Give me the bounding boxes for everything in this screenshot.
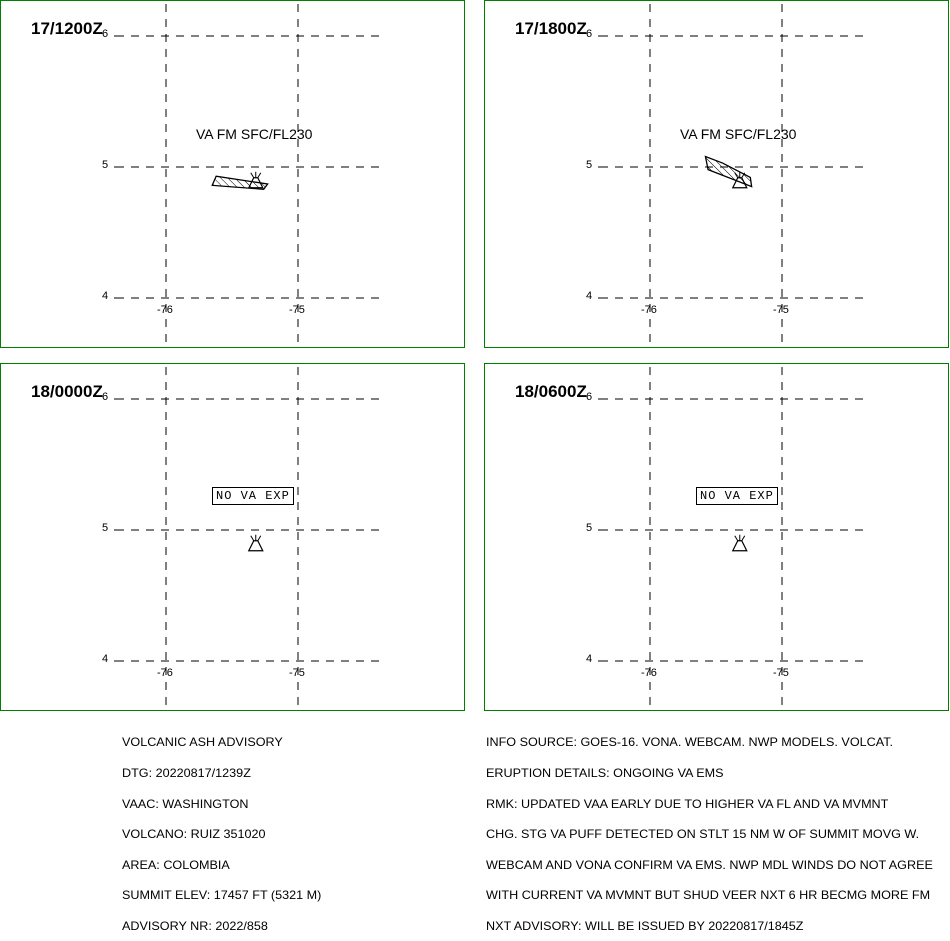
advisory-line: VAAC: WASHINGTON xyxy=(122,796,249,811)
y-tick-label: 6 xyxy=(586,28,593,40)
map-canvas xyxy=(1,1,466,349)
map-canvas xyxy=(1,364,466,712)
panel-title: 17/1200Z xyxy=(31,19,103,38)
advisory-left-text xyxy=(122,717,321,941)
advisory-line: ERUPTION DETAILS: ONGOING VA EMS xyxy=(486,766,724,780)
y-tick-label: 5 xyxy=(102,522,109,534)
no-va-expected-label: NO VA EXP xyxy=(212,487,294,505)
ash-cloud-polygon xyxy=(705,157,751,187)
no-va-expected-label: NO VA EXP xyxy=(696,487,778,505)
x-tick-label: -76 xyxy=(157,667,173,679)
panel-title: 17/1800Z xyxy=(515,19,587,38)
advisory-line: NXT ADVISORY: WILL BE ISSUED BY 20220817/1845Z xyxy=(486,918,804,933)
y-tick-label: 5 xyxy=(586,522,593,534)
advisory-line: WEBCAM AND VONA CONFIRM VA EMS. NWP MDL WINDS DO NOT AGREE xyxy=(486,857,933,872)
x-tick-label: -76 xyxy=(641,304,657,316)
y-tick-label: 6 xyxy=(102,28,109,40)
y-tick-label: 4 xyxy=(102,653,109,665)
y-tick-label: 4 xyxy=(586,290,593,302)
y-tick-label: 5 xyxy=(586,159,593,171)
y-tick-label: 6 xyxy=(102,391,109,403)
map-canvas xyxy=(485,1,950,349)
advisory-line: VOLCANIC ASH ADVISORY xyxy=(122,735,283,750)
va-altitude-label: VA FM SFC/FL230 xyxy=(680,126,797,142)
volcano-icon xyxy=(733,535,747,551)
x-tick-label: -75 xyxy=(289,304,305,316)
y-tick-label: 4 xyxy=(586,653,593,665)
x-tick-label: -76 xyxy=(157,304,173,316)
panel-title: 18/0000Z xyxy=(31,382,103,401)
va-altitude-label: VA FM SFC/FL230 xyxy=(196,126,313,142)
advisory-line: INFO SOURCE: GOES-16. VONA. WEBCAM. NWP MODELS. VOLCAT. xyxy=(486,735,894,750)
x-tick-label: -75 xyxy=(773,304,789,316)
volcano-icon xyxy=(249,535,263,551)
advisory-right-text xyxy=(486,717,933,941)
advisory-line: AREA: COLOMBIA xyxy=(122,857,230,872)
advisory-line: ADVISORY NR: 2022/858 xyxy=(122,918,268,933)
y-tick-label: 4 xyxy=(102,290,109,302)
forecast-panel-2 xyxy=(484,0,949,348)
advisory-line: RMK: UPDATED VAA EARLY DUE TO HIGHER VA FL AND VA MVMNT xyxy=(486,796,889,811)
forecast-panel-1 xyxy=(0,0,465,348)
panel-title: 18/0600Z xyxy=(515,382,587,401)
x-tick-label: -75 xyxy=(289,667,305,679)
map-canvas xyxy=(485,364,950,712)
advisory-line: SUMMIT ELEV: 17457 FT (5321 M) xyxy=(122,888,322,903)
forecast-panel-4 xyxy=(484,363,949,711)
forecast-panel-3 xyxy=(0,363,465,711)
y-tick-label: 6 xyxy=(586,391,593,403)
advisory-line: DTG: 20220817/1239Z xyxy=(122,766,251,780)
y-tick-label: 5 xyxy=(102,159,109,171)
x-tick-label: -75 xyxy=(773,667,789,679)
advisory-line: WITH CURRENT VA MVMNT BUT SHUD VEER NXT 6 HR BECMG MORE FM xyxy=(486,888,931,903)
x-tick-label: -76 xyxy=(641,667,657,679)
advisory-line: VOLCANO: RUIZ 351020 xyxy=(122,827,266,842)
advisory-line: CHG. STG VA PUFF DETECTED ON STLT 15 NM W OF SUMMIT MOVG W. xyxy=(486,827,920,842)
